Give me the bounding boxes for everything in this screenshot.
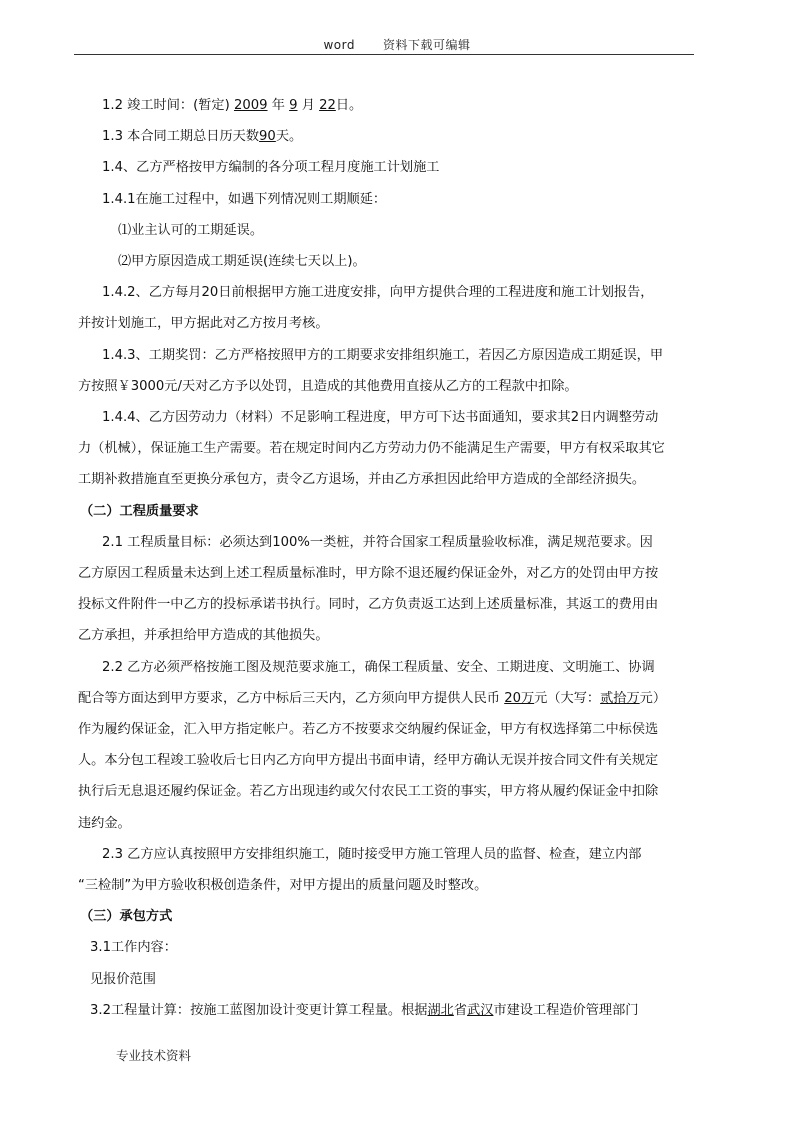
paragraph-line: 方按照￥3000元/天对乙方予以处罚，且造成的其他费用直接从乙方的工程款中扣除。	[78, 378, 578, 394]
paragraph-line: 乙方承担，并承担给甲方造成的其他损失。	[78, 628, 329, 644]
paragraph-1-4-2: 1.4.2、乙方每月20日前根据甲方施工进度安排，向甲方提供合理的工程进度和施工计划报告，	[102, 285, 654, 301]
paragraph-line: 作为履约保证金，汇入甲方指定帐户。若乙方不按要求交纳履约保证金，甲方有权选择第二中标侯选	[78, 722, 659, 738]
header-left: word	[323, 38, 355, 52]
header-right: 资料下载可编辑	[382, 38, 471, 52]
paragraph-completion-time: 1.2 竣工时间：(暂定) 2009 年 9 月 22日。	[102, 98, 363, 113]
header-rule	[74, 54, 694, 55]
paragraph-line: 执行后无息退还履约保证金。若乙方出现违约或欠付农民工工资的事实，甲方将从履约保证金中扣除	[78, 784, 659, 800]
paragraph-2-2: 2.2 乙方必须严格按施工图及规范要求施工，确保工程质量、安全、工期进度、文明施工、协调	[102, 659, 655, 675]
paragraph-3-1: 3.1工作内容：	[90, 940, 177, 956]
paragraph-3-2: 3.2工程量计算：按施工蓝图加设计变更计算工程量。根据湖北省武汉市建设工程造价管理部门	[90, 1002, 639, 1018]
paragraph-line: 力（机械），保证施工生产需要。若在规定时间内乙方劳动力仍不能满足生产需要，甲方有权采取其它	[78, 441, 665, 457]
list-item: ⑵甲方原因造成工期延误(连续七天以上)。	[118, 254, 366, 270]
paragraph-1-4: 1.4、乙方严格按甲方编制的各分项工程月度施工计划施工	[102, 160, 440, 176]
page-header	[0, 36, 794, 53]
paragraph-1-4-1: 1.4.1在施工过程中，如遇下列情况则工期顺延：	[102, 191, 387, 207]
page-footer: 专业技术资料	[116, 1048, 192, 1063]
paragraph-line: 乙方原因工程质量未达到上述工程质量标准时，甲方除不退还履约保证金外，对乙方的处罚由甲方按	[78, 566, 659, 582]
paragraph-scope: 见报价范围	[90, 971, 156, 987]
paragraph-2-1: 2.1 工程质量目标：必须达到100%一类桩，并符合国家工程质量验收标准，满足规范要求。因	[102, 534, 653, 550]
paragraph-line: 人。本分包工程竣工验收后七日内乙方向甲方提出书面申请，经甲方确认无误并按合同文件有关规定	[78, 753, 659, 769]
list-item: ⑴业主认可的工期延误。	[118, 222, 264, 238]
paragraph-2-3: 2.3 乙方应认真按照甲方安排组织施工，随时接受甲方施工管理人员的监督、检查，建立内部	[102, 846, 642, 862]
paragraph-line: 配合等方面达到甲方要求，乙方中标后三天内，乙方须向甲方提供人民币 20万元（大写：贰拾万元）	[78, 690, 667, 706]
paragraph-1-4-3: 1.4.3、工期奖罚：乙方严格按照甲方的工期要求安排组织施工，若因乙方原因造成工期延误，甲	[102, 347, 664, 363]
section-heading-contract-method: （三）承包方式	[80, 909, 173, 925]
paragraph-total-days: 1.3 本合同工期总日历天数90天。	[102, 129, 303, 145]
document-body	[78, 90, 698, 1026]
paragraph-line: “三检制”为甲方验收积极创造条件，对甲方提出的质量问题及时整改。	[78, 878, 488, 894]
section-heading-quality: （二）工程质量要求	[80, 503, 199, 519]
paragraph-line: 违约金。	[78, 815, 131, 831]
paragraph-line: 工期补救措施直至更换分承包方，责令乙方退场，并由乙方承担因此给甲方造成的全部经济损失。	[78, 472, 646, 488]
paragraph-1-4-4: 1.4.4、乙方因劳动力（材料）不足影响工程进度，甲方可下达书面通知，要求其2日内调整劳动	[102, 410, 659, 426]
paragraph-line: 投标文件附件一中乙方的投标承诺书执行。同时，乙方负责返工达到上述质量标准，其返工的费用由	[78, 597, 659, 613]
paragraph-line: 并按计划施工，甲方据此对乙方按月考核。	[78, 316, 329, 332]
